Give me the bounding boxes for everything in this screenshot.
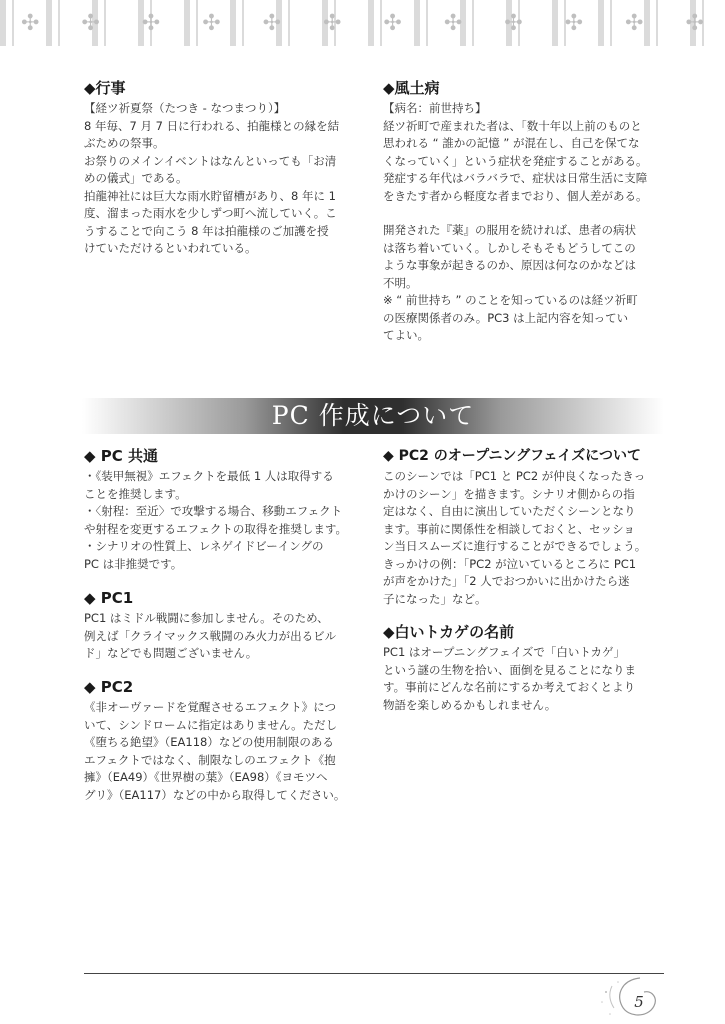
text-line: ような事象が起きるのか、原因は何なのかなどは <box>383 258 636 272</box>
text-line: 開発された『薬』の服用を続ければ、患者の病状 <box>383 223 636 237</box>
text-line: いて、シンドロームに指定はありません。ただし <box>84 717 338 732</box>
text-line: てよい。 <box>383 328 429 342</box>
section-heading: ◆ PC2 <box>84 678 134 696</box>
text-line: 【経ツ祈夏祭（たつき - なつまつり）】 <box>84 101 286 115</box>
text-line: かけのシーン」を描きます。シナリオ側からの指 <box>383 486 635 501</box>
text-line: めの儀式」である。 <box>84 171 188 185</box>
section-event <box>84 78 369 258</box>
text-line: 度、溜まった雨水を少しずつ町へ流していく。こ <box>84 206 337 220</box>
text-line: 発症する年代はバラバラで、症状は日常生活に支障 <box>383 171 648 185</box>
decorative-top-band <box>0 0 725 46</box>
section-heading: ◆白いトカゲの名前 <box>383 623 515 641</box>
text-line: くなっていく」という症状を発症することがある。 <box>383 153 648 168</box>
text-line: 《堕ちる絶望》（EA118）などの使用制限のある <box>84 735 334 749</box>
text-line: 《非オーヴァードを覚醒させるエフェクト》につ <box>84 700 337 714</box>
text-line: ※ “ 前世持ち ” のことを知っているのは経ツ祈町 <box>383 293 638 307</box>
text-line: ・〈射程：至近〉で攻撃する場合、移動エフェクト <box>84 504 343 518</box>
text-line: は落ち着いていく。しかしそもそもどうしてこの <box>383 240 636 255</box>
page-number: 5 <box>634 993 644 1011</box>
text-line: す。事前にどんな名前にするか考えておくとより <box>383 680 636 694</box>
text-line: PC は非推奨です。 <box>84 556 183 571</box>
text-line: 思われる “ 誰かの記憶 ” が混在し、自己を保てな <box>383 136 640 150</box>
text-line: ン当日スムーズに進行することができるでしょう。 <box>383 539 647 553</box>
text-line: が声をかけた」「2 人でおつかいに出かけたら迷 <box>383 574 630 588</box>
text-line: お祭りのメインイベントはなんといっても「お清 <box>84 153 337 168</box>
text-line: 物語を楽しめるかもしれません。 <box>383 697 557 712</box>
text-line: PC1 はオープニングフェイズで「白いトカゲ」 <box>383 645 626 659</box>
text-line: ます。事前に関係性を相談しておくと、セッショ <box>383 521 635 536</box>
text-line: 擁》（EA49）《世界樹の葉》（EA98）《ヨモツヘ <box>84 770 328 784</box>
text-line: 経ツ祈町で産まれた者は、「数十年以上前のものと <box>383 118 642 133</box>
text-line: 子になった」など。 <box>383 591 487 606</box>
text-line: ・《装甲無視》エフェクトを最低 1 人は取得する <box>84 469 334 483</box>
section-pc1 <box>84 588 369 663</box>
text-line: という謎の生物を拾い、面倒を見ることになりま <box>383 662 636 677</box>
section-heading: ◆ PC 共通 <box>84 447 158 465</box>
text-line: 不明。 <box>383 275 418 290</box>
text-line: うすることで向こう 8 年は拍龍様のご加護を授 <box>84 223 329 238</box>
text-line: の医療関係者のみ。PC3 は上記内容を知ってい <box>383 310 629 325</box>
text-line: エフェクトではなく、制限なしのエフェクト《抱 <box>84 752 336 767</box>
text-line: グリ》（EA117）などの中から取得してください。 <box>84 787 346 802</box>
section-body <box>383 100 668 345</box>
section-body <box>84 100 369 258</box>
text-line: きっかけの例：「PC2 が泣いているところに PC1 <box>383 556 637 571</box>
section-pc2 <box>84 677 369 804</box>
section-white-lizard <box>383 622 668 714</box>
text-line: 拍龍神社には巨大な雨水貯留槽があり、8 年に 1 <box>84 188 336 203</box>
ornament-pattern: ✣ ✣ ✣ ✣ ✣ ✣ ✣ ✣ ✣ ✣ ✣ ✣ <box>20 10 704 36</box>
section-pc2-opening <box>383 446 668 608</box>
section-pc-common <box>84 446 369 573</box>
text-line: ・シナリオの性質上、レネゲイドビーイングの <box>84 539 324 553</box>
section-heading: ◆風土病 <box>383 79 440 97</box>
text-line: や射程を変更するエフェクトの取得を推奨します。 <box>84 521 348 536</box>
text-line: けていただけるといわれている。 <box>84 241 257 255</box>
section-heading: ◆ PC1 <box>84 589 134 607</box>
text-line: 【病名：前世持ち】 <box>383 101 487 115</box>
text-line: PC1 はミドル戦闘に参加しません。そのため、 <box>84 611 329 625</box>
text-line: ぶための祭事。 <box>84 136 165 150</box>
section-banner <box>82 398 664 434</box>
footer-rule <box>84 973 664 974</box>
text-line: 例えば「クライマックス戦闘のみ火力が出るビル <box>84 628 337 643</box>
section-heading: ◆行事 <box>84 79 126 97</box>
text-line: 定はなく、自由に演出していただくシーンとなり <box>383 504 636 518</box>
banner-title: PC 作成について <box>271 401 475 430</box>
text-line: ド」などでも問題ございません。 <box>84 646 258 660</box>
text-line: をきたす者から軽度な者までおり、個人差がある。 <box>383 188 648 203</box>
section-heading: ◆ PC2 のオープニングフェイズについて <box>383 448 641 464</box>
text-line: ことを推奨します。 <box>84 486 187 501</box>
text-line: このシーンでは「PC1 と PC2 が仲良くなったきっ <box>383 469 646 483</box>
text-line: 8 年毎、7 月 7 日に行われる、拍龍様との縁を結 <box>84 118 340 133</box>
section-endemic-disease <box>383 78 668 345</box>
